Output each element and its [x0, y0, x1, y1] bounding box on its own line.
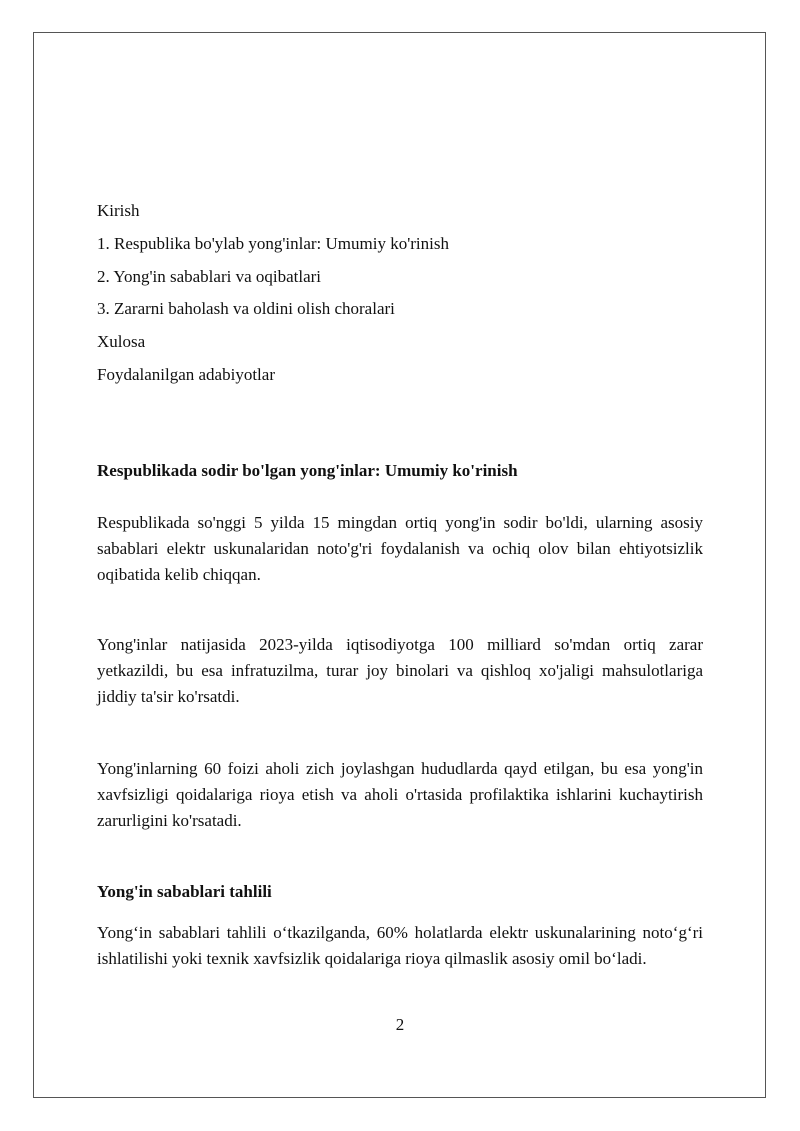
- section-1-paragraph-1: Respublikada so'nggi 5 yilda 15 mingdan ortiq yong'in sodir bo'ldi, ularning asosiy sabablari elektr uskunalaridan noto'g'ri foydalanish va ochiq olov bilan ehtiyotsizlik oqibatida kelib chiqqan.: [97, 513, 703, 584]
- section-1-paragraph-2: Yong'inlar natijasida 2023-yilda iqtisodiyotga 100 milliard so'mdan ortiq zarar yetkazildi, bu esa infratuzilma, turar joy binolari va qishloq xo'jaligi mahsulotlariga jiddiy ta'sir ko'rsatdi.: [97, 635, 703, 706]
- section-1-paragraph-3: Yong'inlarning 60 foizi aholi zich joylashgan hududlarda qayd etilgan, bu esa yong'in xavfsizligi qoidalariga rioya etish va aholi o'rtasida profilaktika ishlarini kuchaytirish zarurligini ko'rsatadi.: [97, 759, 703, 830]
- toc-item-chapter-1: 1. Respublika bo'ylab yong'inlar: Umumiy ko'rinish: [97, 233, 449, 253]
- section-2-heading: Yong'in sabablari tahlili: [97, 882, 272, 901]
- toc-item-chapter-2: 2. Yong'in sabablari va oqibatlari: [97, 266, 322, 286]
- toc-item-conclusion: Xulosa: [97, 332, 146, 352]
- toc-item-chapter-3: 3. Zararni baholash va oldini olish choralari: [97, 299, 395, 319]
- table-of-contents: [97, 200, 707, 397]
- section-2-paragraph-1: Yong‘in sabablari tahlili o‘tkazilganda, 60% holatlarda elektr uskunalarining noto‘g‘ri ishlatilishi yoki texnik xavfsizlik qoidalariga rioya qilmaslik asosiy omil bo‘ladi.: [97, 923, 703, 968]
- section-1-heading: Respublikada sodir bo'lgan yong'inlar: Umumiy ko'rinish: [97, 461, 518, 480]
- toc-item-intro: Kirish: [97, 201, 140, 220]
- page-number: 2: [395, 1015, 405, 1034]
- toc-item-references: Foydalanilgan adabiyotlar: [97, 364, 275, 384]
